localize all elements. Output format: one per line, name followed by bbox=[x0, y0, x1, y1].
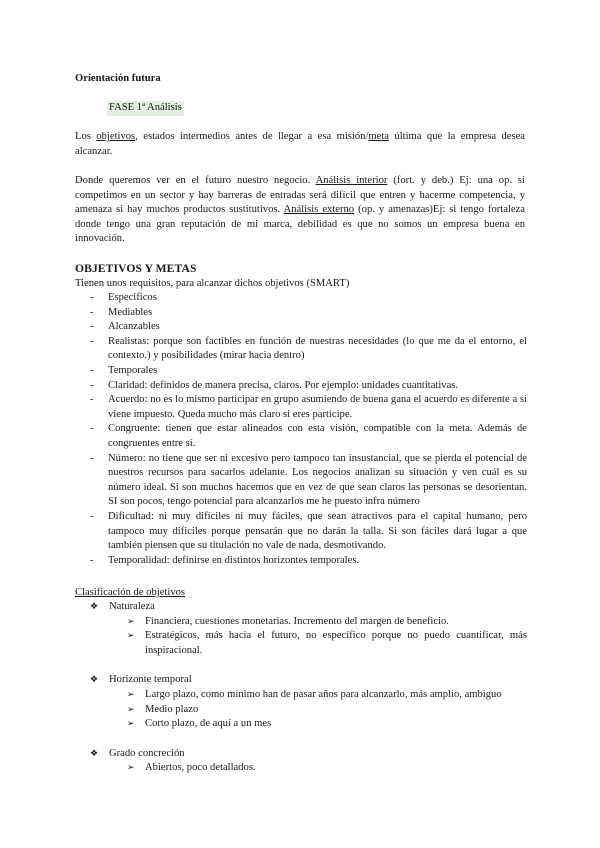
list-item bbox=[75, 510, 527, 554]
dash-bullet-icon: - bbox=[90, 423, 94, 435]
list-item-text: Acuerdo: no es lo mismo participar en grupo asumiendo de buena gana el acuerdo es diferente a si viene impuesto. Queda mucho más claro si eres participe. bbox=[108, 394, 527, 420]
list-item bbox=[75, 291, 527, 306]
subcategory-text: Corto plazo, de aquí a un mes bbox=[145, 718, 272, 730]
list-item bbox=[75, 379, 527, 394]
arrow-bullet-icon: ➢ bbox=[127, 616, 135, 627]
smart-requirements-list bbox=[75, 291, 527, 568]
list-item-text: Temporales bbox=[108, 364, 158, 376]
paragraph-analisis: Donde queremos ver en el futuro nuestro negocio. Análisis interior (fort. y deb.) Ej: una op. si competimos en un sector y hay barreras de entradas será difícil que entren y hacerme competencia, y amenaza si hay muchos productos sustitutivos. Análisis externo (op. y amenazas)Ej: si tengo fortaleza donde tengo una gran reputación de mi marca, debilidad es que no somos un empresa buena en innovación. bbox=[75, 175, 525, 245]
subcategory-item bbox=[75, 703, 527, 718]
category-item bbox=[75, 747, 527, 762]
dash-bullet-icon: - bbox=[90, 554, 94, 566]
dash-bullet-icon: - bbox=[90, 379, 94, 391]
list-item-text: Realistas: porque son factibles en función de nuestras necesidades (lo que me da el entorno, el contexto.) y posibilidades (mirar hacia dentro) bbox=[108, 335, 527, 362]
fase-highlight: FASE 1ª Análisis bbox=[107, 101, 184, 116]
list-item-text: Específicos bbox=[108, 292, 157, 303]
arrow-bullet-icon: ➢ bbox=[127, 763, 135, 774]
dash-bullet-icon: - bbox=[90, 394, 94, 406]
diamond-bullet-icon: ❖ bbox=[90, 675, 99, 686]
list-item-text: Congruente: tienen que estar alineados con esta visión, compatible con la meta. Además de congruentes entre sí. bbox=[108, 423, 527, 449]
subcategory-item bbox=[75, 615, 527, 630]
list-item-text: Número: no tiene que ser ni excesivo pero tampoco tan insustancial, que se pierda el potencial de nuestros recursos para sacarlos adelante. Los negocios analizan su situación y ven cuál es su número ideal. Si son muchos hacemos que en vez de que sean claros las personas se desorientan. SI son pocos, tengo potencial para alcanzarlos me he puesto infra número bbox=[108, 452, 527, 508]
section-title: Orientación futura bbox=[75, 73, 161, 84]
category-label: Horizonte temporal bbox=[109, 674, 192, 686]
analisis-interior-underlined: Análisis interior bbox=[315, 175, 388, 186]
dash-bullet-icon: - bbox=[90, 321, 94, 333]
objetivos-intro: Tienen unos requisitos, para alcanzar dichos objetivos (SMART) bbox=[75, 278, 350, 289]
list-item bbox=[75, 554, 527, 569]
dash-bullet-icon: - bbox=[90, 306, 94, 318]
subcategory-text: Medio plazo bbox=[145, 703, 199, 715]
list-item-text: Claridad: definidos de manera precisa, claros. Por ejemplo: unidades cuantitativas. bbox=[108, 379, 459, 391]
arrow-bullet-icon: ➢ bbox=[127, 704, 135, 715]
subcategory-item bbox=[75, 688, 527, 703]
diamond-bullet-icon: ❖ bbox=[90, 602, 99, 612]
dash-bullet-icon: - bbox=[90, 452, 94, 464]
list-item bbox=[75, 452, 527, 510]
list-item bbox=[75, 393, 527, 422]
list-item bbox=[75, 364, 527, 379]
list-item-text: Mediables bbox=[108, 306, 153, 318]
analisis-externo-underlined: Análisis externo bbox=[283, 204, 355, 216]
objetivos-underlined: objetivos bbox=[96, 131, 136, 142]
spacer bbox=[75, 732, 527, 747]
arrow-bullet-icon: ➢ bbox=[127, 719, 135, 730]
list-item bbox=[75, 422, 527, 451]
list-item bbox=[75, 320, 527, 335]
objetivos-heading: OBJETIVOS Y METAS bbox=[75, 262, 197, 275]
subcategory-text: Estratégicos, más hacia el futuro, no específico porque no puedo cuantificar, más inspiracional. bbox=[145, 630, 527, 656]
list-item-text: Alcanzables bbox=[108, 321, 160, 333]
category-item bbox=[75, 600, 527, 615]
dash-bullet-icon: - bbox=[90, 335, 94, 347]
list-item bbox=[75, 335, 527, 364]
list-item bbox=[75, 306, 527, 321]
dash-bullet-icon: - bbox=[90, 364, 94, 376]
category-label: Naturaleza bbox=[109, 601, 155, 612]
paragraph-objetivos: Los objetivos, estados intermedios antes de llegar a esa misión/meta última que la empresa desea alcanzar. bbox=[75, 131, 525, 157]
dash-bullet-icon: - bbox=[90, 292, 94, 303]
subcategory-item bbox=[75, 629, 527, 658]
category-item bbox=[75, 673, 527, 688]
arrow-bullet-icon: ➢ bbox=[127, 689, 135, 700]
spacer bbox=[75, 658, 527, 673]
category-label: Grado concreción bbox=[109, 747, 185, 759]
subcategory-text: Largo plazo, como mínimo han de pasar años para alcanzarlo, más amplio, ambiguo bbox=[145, 688, 502, 700]
meta-underlined: meta bbox=[368, 131, 389, 142]
list-item-text: Dificultad: ni muy difíciles ni muy fáciles, que sean atractivos para el capital humano, pero tampoco muy difíciles porque pensarán que no darán la talla. Si son fáciles dará lugar a que también piensen que su titulación no vale de nada, desmotivando. bbox=[108, 510, 527, 552]
clasificacion-heading: Clasificación de objetivos bbox=[75, 587, 186, 598]
arrow-bullet-icon: ➢ bbox=[127, 631, 135, 642]
subcategory-item bbox=[75, 717, 527, 732]
clasificacion-tree bbox=[75, 600, 527, 776]
dash-bullet-icon: - bbox=[90, 510, 94, 522]
diamond-bullet-icon: ❖ bbox=[90, 748, 99, 759]
subcategory-item bbox=[75, 761, 527, 776]
subcategory-text: Abiertos, poco detallados. bbox=[145, 762, 256, 774]
subcategory-text: Financiera, cuestiones monetarias. Incremento del margen de beneficio. bbox=[145, 615, 449, 627]
list-item-text: Temporalidad: definirse en distintos horizontes temporales. bbox=[108, 554, 360, 566]
